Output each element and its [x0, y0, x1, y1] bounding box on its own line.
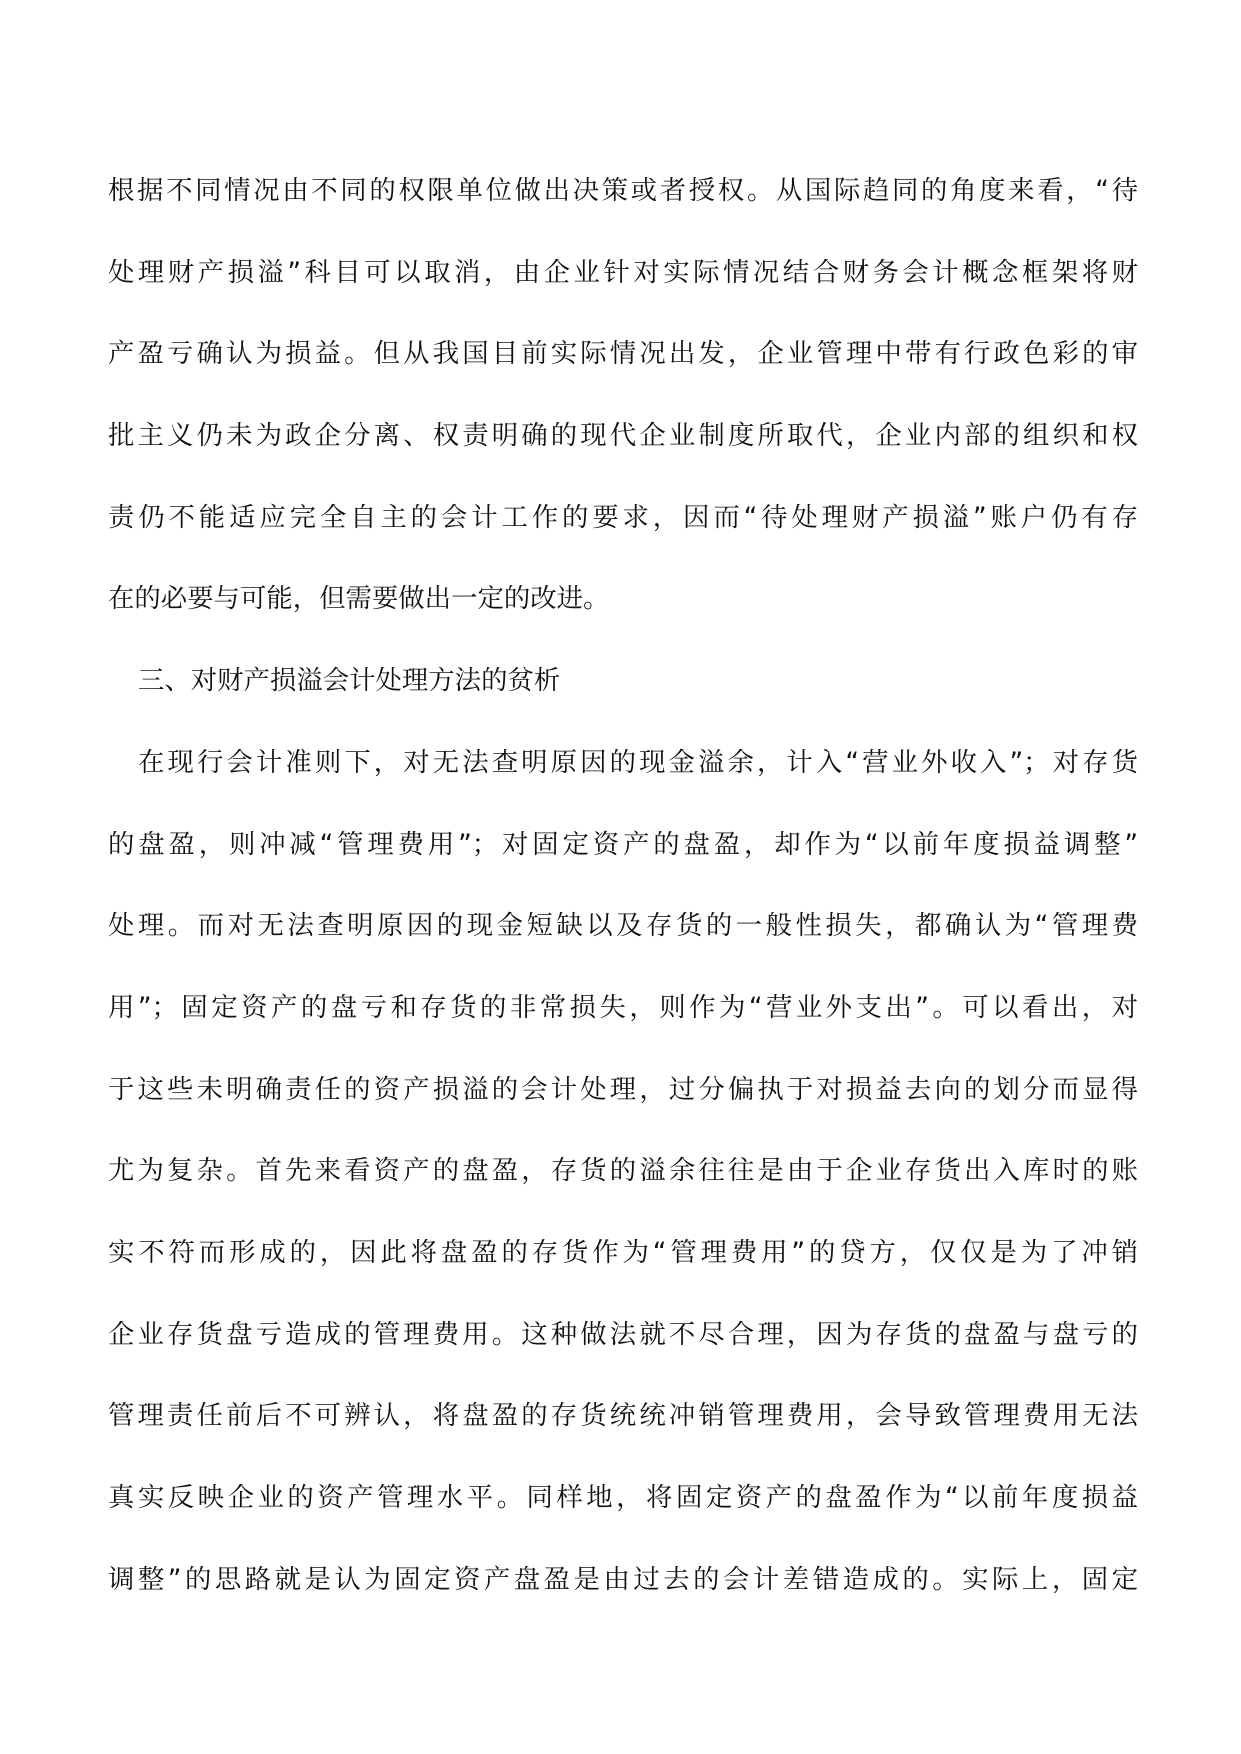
text-line: 处理财产损溢”科目可以取消，由企业针对实际情况结合财务会计概念框架将财 — [108, 256, 1138, 288]
text-line: 批主义仍未为政企分离、权责明确的现代企业制度所取代，企业内部的组织和权 — [108, 420, 1138, 452]
paragraph-first-line: 在现行会计准则下，对无法查明原因的现金溢余，计入“营业外收入”；对存货 — [138, 746, 1138, 778]
text-line: 产盈亏确认为损益。但从我国目前实际情况出发，企业管理中带有行政色彩的审 — [108, 338, 1138, 370]
body-text — [108, 150, 1138, 1620]
text-line: 处理。而对无法查明原因的现金短缺以及存货的一般性损失，都确认为“管理费 — [108, 910, 1138, 942]
text-line: 责仍不能适应完全自主的会计工作的要求，因而“待处理财产损溢”账户仍有存 — [108, 501, 1138, 533]
text-line: 真实反映企业的资产管理水平。同样地，将固定资产的盘盈作为“以前年度损益 — [108, 1482, 1138, 1513]
text-line: 用”；固定资产的盘亏和存货的非常损失，则作为“营业外支出”。可以看出，对 — [108, 991, 1138, 1023]
section-heading: 三、对财产损溢会计处理方法的贫析 — [138, 665, 561, 697]
text-line: 的盘盈，则冲减“管理费用”；对固定资产的盘盈，却作为“以前年度损益调整” — [108, 828, 1138, 860]
text-line: 根据不同情况由不同的权限单位做出决策或者授权。从国际趋同的角度来看，“待 — [108, 175, 1138, 206]
text-line: 调整”的思路就是认为固定资产盘盈是由过去的会计差错造成的。实际上，固定 — [108, 1563, 1138, 1595]
text-line: 管理责任前后不可辨认，将盘盈的存货统统冲销管理费用，会导致管理费用无法 — [108, 1400, 1138, 1432]
text-line: 企业存货盘亏造成的管理费用。这种做法就不尽合理，因为存货的盘盈与盘亏的 — [108, 1318, 1138, 1350]
text-line: 实不符而形成的，因此将盘盈的存货作为“管理费用”的贷方，仅仅是为了冲销 — [108, 1236, 1138, 1268]
text-line: 尤为复杂。首先来看资产的盘盈，存货的溢余往往是由于企业存货出入库时的账 — [108, 1155, 1138, 1187]
paragraph-last-line: 在的必要与可能，但需要做出一定的改进。 — [108, 583, 610, 615]
text-line: 于这些未明确责任的资产损溢的会计处理，过分偏执于对损益去向的划分而显得 — [108, 1073, 1138, 1105]
